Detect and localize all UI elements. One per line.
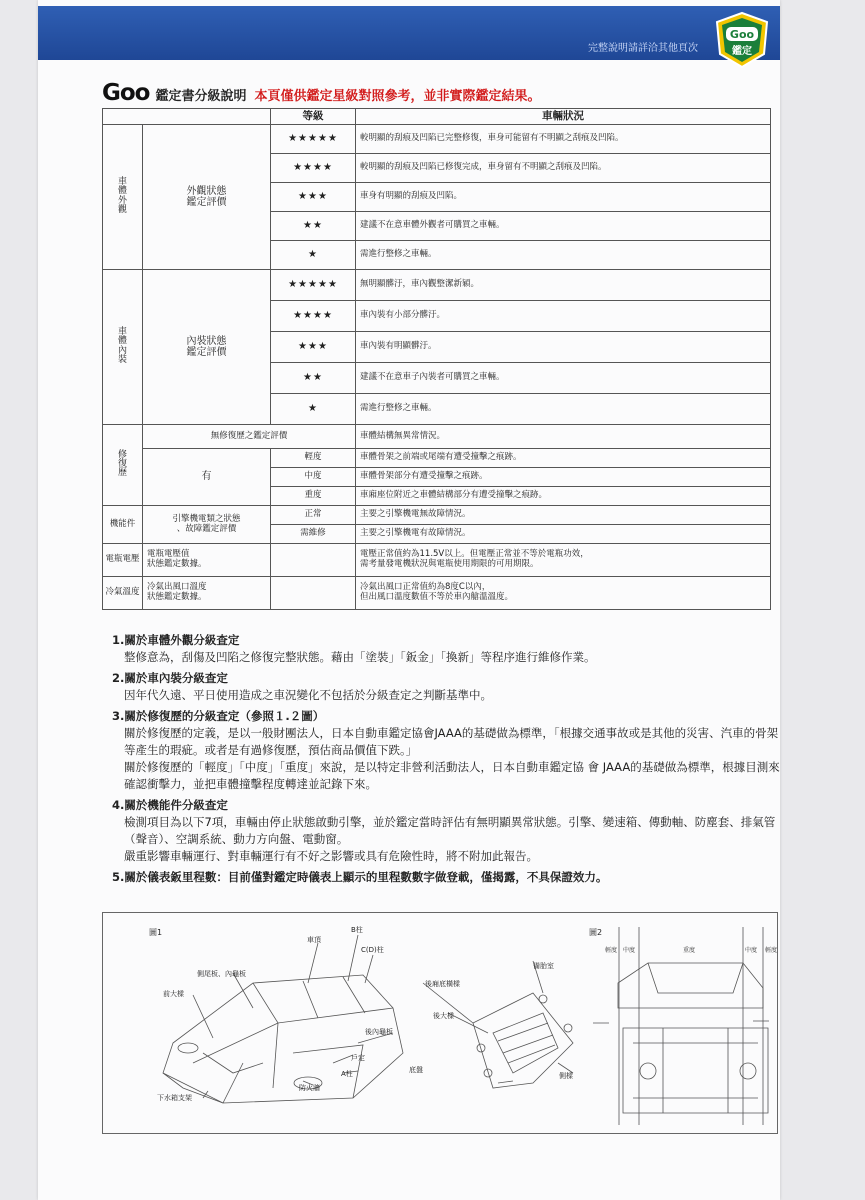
star-rating: ★★ bbox=[271, 212, 356, 241]
note-body: 因年代久遠、平日使用造成之車況變化不包括於分級查定之判斷基準中。 bbox=[124, 688, 492, 702]
goo-logo: Goo bbox=[102, 80, 150, 106]
note-body: 檢測項目為以下7項，車輛由停止狀態啟動引擎，並於鑑定當時評估有無明顯異常狀態。引擎、變速箱、傳動軸、防塵套、排氣管（聲音）、空調系統、動力方向盤、電動窗。 bbox=[124, 815, 776, 846]
label-rear-inner: 後內龜板 bbox=[365, 1028, 393, 1036]
note-body: 嚴重影響車輛運行、對車輛運行有不好之影響或具有危險性時，將不附加此報告。 bbox=[124, 849, 538, 863]
star-rating: ★★★★★ bbox=[271, 125, 356, 154]
battery-category: 電瓶電壓 bbox=[103, 544, 143, 577]
interior-subcategory: 內裝狀態 鑑定評價 bbox=[143, 270, 271, 425]
disclaimer-note: 本頁僅供鑑定星級對照參考，並非實際鑑定結果。 bbox=[254, 89, 541, 104]
table-row bbox=[103, 449, 771, 468]
label-mid-1: 中度 bbox=[623, 947, 636, 954]
label-mid-2: 中度 bbox=[745, 947, 758, 954]
status-desc: 車廂座位附近之車體結構部分有遭受撞擊之痕跡。 bbox=[356, 487, 771, 506]
star-rating: ★★★ bbox=[271, 332, 356, 363]
repair-level: 輕度 bbox=[271, 449, 356, 468]
status-desc: 車體結構無異常情況。 bbox=[356, 425, 771, 449]
note-5 bbox=[112, 869, 782, 886]
label-heavy: 重度 bbox=[683, 947, 696, 954]
header-grade: 等級 bbox=[271, 109, 356, 125]
status-desc: 需進行整修之車輛。 bbox=[356, 241, 771, 270]
fig1-label: 圖1 bbox=[149, 928, 163, 937]
status-desc: 建議不在意車子內裝者可購買之車輛。 bbox=[356, 363, 771, 394]
status-desc: 車內裝有小部分髒汙。 bbox=[356, 301, 771, 332]
badge-bottom-text: 鑑定 bbox=[732, 46, 752, 57]
function-level: 需維修 bbox=[271, 525, 356, 544]
exterior-category: 車 體 外 觀 bbox=[103, 125, 143, 270]
label-front-beam: 前大樑 bbox=[163, 990, 184, 998]
function-category: 機能件 bbox=[103, 506, 143, 544]
star-rating: ★★ bbox=[271, 363, 356, 394]
star-rating: ★★★★ bbox=[271, 301, 356, 332]
status-desc: 無明顯髒汙，車內觀整潔新穎。 bbox=[356, 270, 771, 301]
label-light-1: 輕度 bbox=[605, 947, 618, 954]
function-subcategory: 引擎機電類之狀態 、故障鑑定評價 bbox=[143, 506, 271, 544]
table-row bbox=[103, 506, 771, 525]
note-title: 1.關於車體外觀分級查定 bbox=[112, 633, 240, 647]
note-body: 整修意為，刮傷及凹陷之修復完整狀態。藉由「塗裝」「鈑金」「換新」等程序進行維修作業。 bbox=[124, 650, 596, 664]
status-desc: 電壓正常值約為11.5V以上。但電壓正常並不等於電瓶功效， 需考量發電機狀況與電瓶使用期限的可用期限。 bbox=[356, 544, 771, 577]
status-desc: 車體骨架部分有遭受撞擊之痕跡。 bbox=[356, 468, 771, 487]
note-title: 5.關於儀表鈑里程數：目前僅對鑑定時儀表上顯示的里程數數字做登載，僅揭露，不具保證效力。 bbox=[112, 870, 608, 884]
grade-table bbox=[102, 108, 771, 610]
note-1 bbox=[112, 632, 782, 666]
table-row bbox=[103, 577, 771, 610]
repair-level: 重度 bbox=[271, 487, 356, 506]
page-header bbox=[102, 80, 541, 106]
note-title: 4.關於機能件分級查定 bbox=[112, 798, 228, 812]
repair-level: 中度 bbox=[271, 468, 356, 487]
explanation-notes bbox=[112, 632, 782, 890]
table-row bbox=[103, 544, 771, 577]
goo-badge-icon bbox=[712, 10, 772, 70]
status-desc: 較明顯的刮痕及凹陷已修復完成，車身留有不明顯之刮痕及凹陷。 bbox=[356, 154, 771, 183]
label-a-pillar: A柱 bbox=[341, 1070, 353, 1078]
status-desc: 車身有明顯的刮痕及凹陷。 bbox=[356, 183, 771, 212]
label-rear-floor-beam: 後廂底橫樑 bbox=[425, 980, 460, 988]
banner-text: 完整說明請詳洽其他頁次 bbox=[588, 43, 698, 54]
label-roof: 車頂 bbox=[307, 936, 321, 944]
note-body: 關於修復歷的「輕度」「中度」「重度」來說，是以特定非營利活動法人，日本自動車鑑定協 會 JAAA的基礎做為標準，根據目測來確認衝擊力，並把車體撞擊程度轉達並記錄下來。 bbox=[124, 760, 780, 791]
note-title: 2.關於車內裝分級查定 bbox=[112, 671, 228, 685]
interior-category: 車 體 內 裝 bbox=[103, 270, 143, 425]
note-3 bbox=[112, 708, 782, 793]
table-row bbox=[103, 270, 771, 301]
status-desc: 冷氣出風口正常值約為8度C以內， 但出風口溫度數值不等於車內艙溫溫度。 bbox=[356, 577, 771, 610]
label-fender: 側尾板、內龜板 bbox=[197, 970, 246, 978]
status-desc: 較明顯的刮痕及凹陷已完整修復，車身可能留有不明顯之刮痕及凹陷。 bbox=[356, 125, 771, 154]
label-light-2: 輕度 bbox=[765, 947, 778, 954]
star-rating: ★ bbox=[271, 394, 356, 425]
repair-category: 修 復 歷 bbox=[103, 425, 143, 506]
repair-none-label: 無修復歷之鑑定評價 bbox=[143, 425, 356, 449]
note-title: 3.關於修復歷的分級查定（參照１.２圖） bbox=[112, 709, 325, 723]
status-desc: 需進行整修之車輛。 bbox=[356, 394, 771, 425]
badge-top-text: Goo bbox=[729, 28, 755, 41]
star-rating: ★★★★ bbox=[271, 154, 356, 183]
figures-box bbox=[102, 912, 778, 1134]
status-desc: 主要之引擎機電無故障情況。 bbox=[356, 506, 771, 525]
cooling-category: 冷氣溫度 bbox=[103, 577, 143, 610]
note-2 bbox=[112, 670, 782, 704]
note-4 bbox=[112, 797, 782, 865]
function-level: 正常 bbox=[271, 506, 356, 525]
label-cd-pillar: C(D)柱 bbox=[361, 946, 384, 954]
document-sheet bbox=[38, 0, 780, 1200]
star-rating: ★ bbox=[271, 241, 356, 270]
status-desc: 主要之引擎機電有故障情況。 bbox=[356, 525, 771, 544]
exterior-subcategory: 外觀狀態 鑑定評價 bbox=[143, 125, 271, 270]
star-rating: ★★★★★ bbox=[271, 270, 356, 301]
status-desc: 車體骨架之前端或尾端有遭受撞擊之痕跡。 bbox=[356, 449, 771, 468]
cooling-subcategory: 冷氣出風口溫度 狀態鑑定數據。 bbox=[143, 577, 271, 610]
battery-subcategory: 電瓶電壓值 狀態鑑定數據。 bbox=[143, 544, 271, 577]
status-desc: 建議不在意車體外觀者可購買之車輛。 bbox=[356, 212, 771, 241]
label-firewall: 防火牆 bbox=[299, 1084, 320, 1092]
label-b-pillar: B柱 bbox=[351, 926, 363, 934]
label-rear-beam: 後大樑 bbox=[433, 1012, 454, 1020]
label-radiator: 下水箱支架 bbox=[157, 1094, 192, 1102]
label-spare-tire: 備胎室 bbox=[533, 962, 554, 970]
label-side-beam: 側樑 bbox=[559, 1072, 573, 1080]
note-body: 關於修復歷的定義，是以一般財團法人，日本自動車鑑定協會JAAA的基礎做為標準，「根據交通事故或是其他的災害、汽車的骨架等產生的瑕疵。或者是有過修復歷，預估商品價值下跌。」 bbox=[124, 726, 779, 757]
table-row bbox=[103, 125, 771, 154]
label-door-step: 戶定 bbox=[351, 1054, 365, 1062]
header-status: 車輛狀況 bbox=[356, 109, 771, 125]
label-floor: 底盤 bbox=[409, 1066, 423, 1074]
top-banner bbox=[38, 6, 780, 60]
page-title: 鑑定書分級說明 bbox=[155, 89, 247, 104]
car-frame-diagram-icon bbox=[103, 913, 777, 1133]
status-desc: 車內裝有明顯髒汙。 bbox=[356, 332, 771, 363]
repair-has-label: 有 bbox=[143, 449, 271, 506]
fig2-label: 圖2 bbox=[589, 928, 603, 937]
table-row bbox=[103, 425, 771, 449]
table-header-row bbox=[103, 109, 771, 125]
star-rating: ★★★ bbox=[271, 183, 356, 212]
